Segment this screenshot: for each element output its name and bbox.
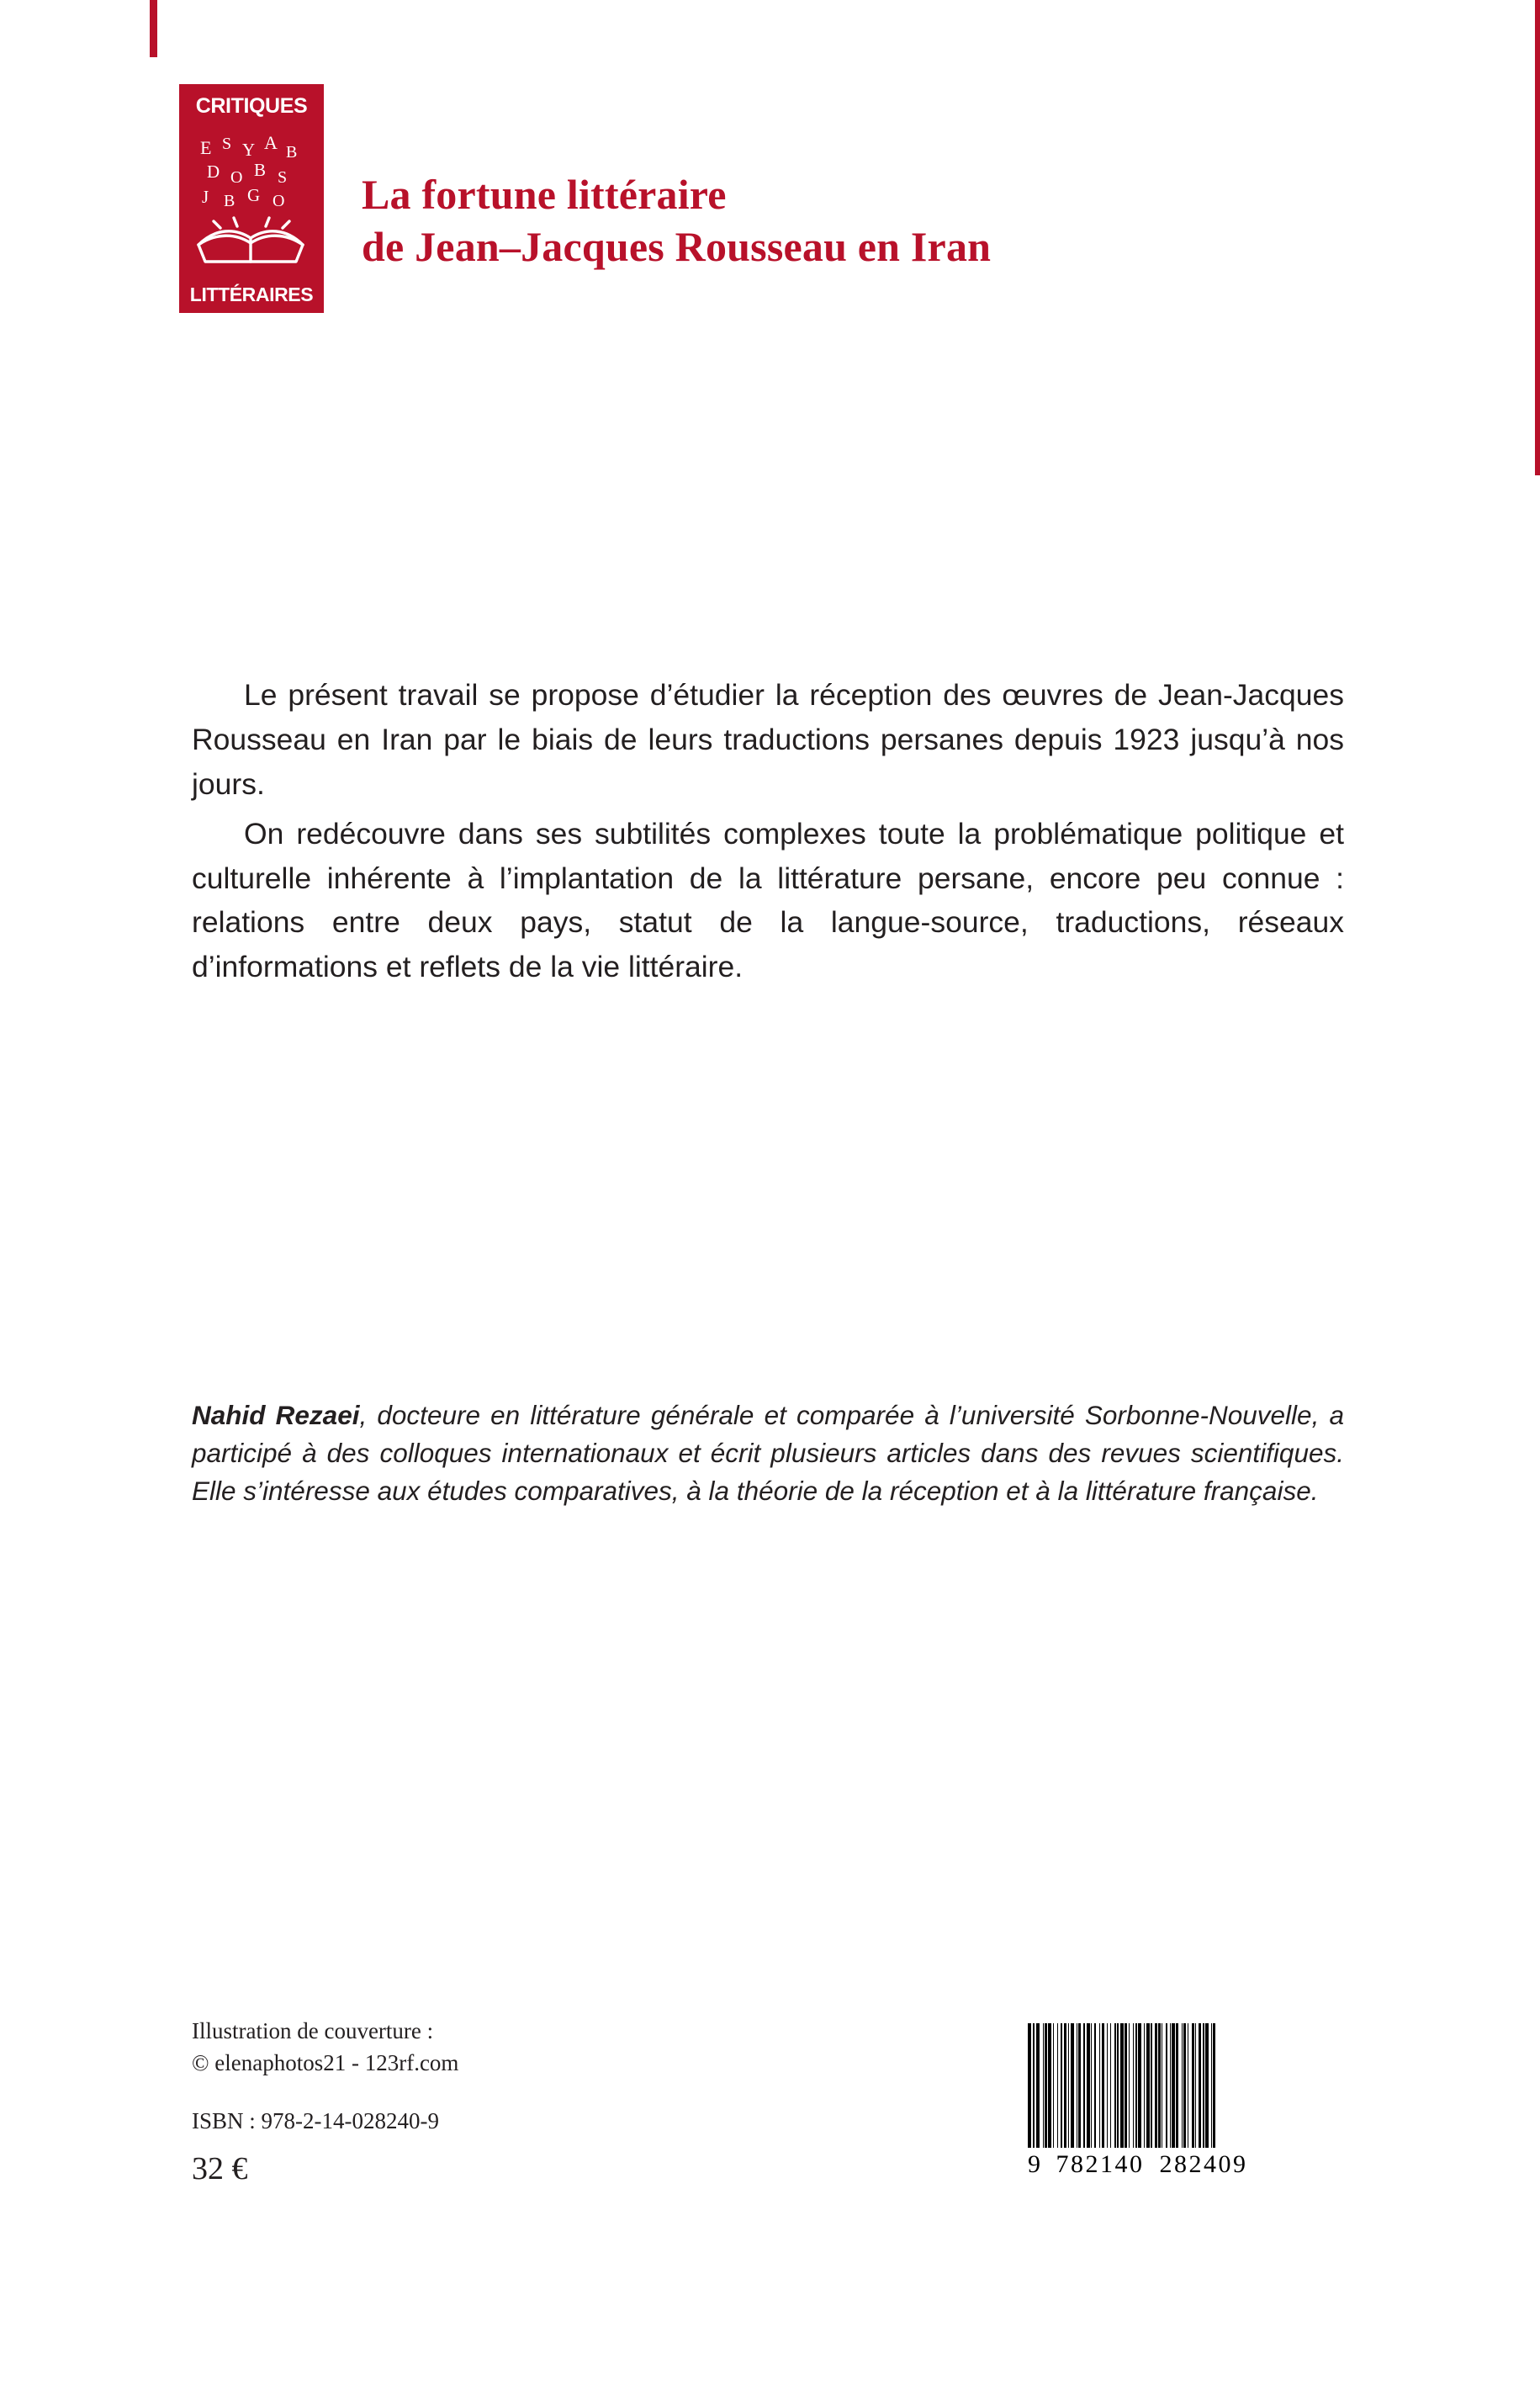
- title-line-1: La fortune littéraire: [362, 171, 727, 218]
- blurb-paragraph-2: On redécouvre dans ses subtilités complexes toute la problématique politique et culturelle inhérente à l’implantation de la littérature persane, encore peu connue : relations entre deux pays, statut de la langue-source, traductions, réseaux d’informations et reflets de la vie littéraire.: [192, 816, 1344, 984]
- price-text: 32 €: [192, 2150, 248, 2186]
- right-edge-red-rule: [1535, 0, 1540, 475]
- svg-text:A: A: [264, 134, 278, 153]
- barcode-lead-digit: 9: [1028, 2150, 1043, 2178]
- blurb-section: [192, 673, 1344, 989]
- svg-text:G: G: [247, 185, 261, 205]
- author-name: Nahid Rezaei: [192, 1400, 360, 1430]
- svg-text:S: S: [278, 168, 288, 187]
- svg-text:D: D: [207, 162, 220, 182]
- author-bio-section: [192, 1397, 1344, 1510]
- svg-text:O: O: [230, 168, 243, 187]
- svg-text:J: J: [202, 187, 209, 207]
- isbn-text: ISBN : 978-2-14-028240-9: [192, 2107, 439, 2133]
- svg-text:B: B: [254, 160, 267, 180]
- author-bio: [192, 1397, 1344, 1510]
- cover-credit-line-2: © elenaphotos21 - 123rf.com: [192, 2050, 459, 2076]
- svg-text:S: S: [222, 135, 232, 153]
- title-line-2: de Jean–Jacques Rousseau en Iran: [362, 223, 992, 270]
- cover-credit-line-1: Illustration de couverture :: [192, 2018, 434, 2043]
- book-title: [362, 168, 1413, 273]
- blurb-paragraph-1: Le présent travail se propose d’étudier la réception des œuvres de Jean-Jacques Rousseau en Iran par le biais de leurs traductions persanes depuis 1923 jusqu’à nos jours.: [192, 678, 1344, 801]
- open-book-icon: [188, 134, 315, 268]
- svg-text:B: B: [224, 192, 235, 210]
- svg-text:B: B: [286, 143, 298, 162]
- svg-text:O: O: [273, 192, 285, 210]
- barcode: [1028, 2023, 1346, 2179]
- barcode-bars: [1028, 2023, 1346, 2148]
- logo-top-word: CRITIQUES: [195, 94, 308, 118]
- author-bio-text: , docteure en littérature générale et comparée à l’université Sorbonne-Nouvelle, a participé à des colloques internationaux et écrit plusieurs articles dans des revues scientifiques. Elle s’intéresse aux études comparatives, à la théorie de la réception et à la littérature française.: [192, 1400, 1345, 1507]
- barcode-digits: [1028, 2150, 1346, 2179]
- svg-text:E: E: [200, 137, 212, 158]
- svg-text:Y: Y: [242, 140, 256, 160]
- collection-logo: [179, 84, 324, 313]
- barcode-group-1: 782140: [1056, 2150, 1145, 2178]
- barcode-group-2: 282409: [1159, 2150, 1248, 2178]
- top-left-red-rule: [150, 0, 157, 57]
- logo-bottom-word: LITTÉRAIRES: [189, 284, 314, 305]
